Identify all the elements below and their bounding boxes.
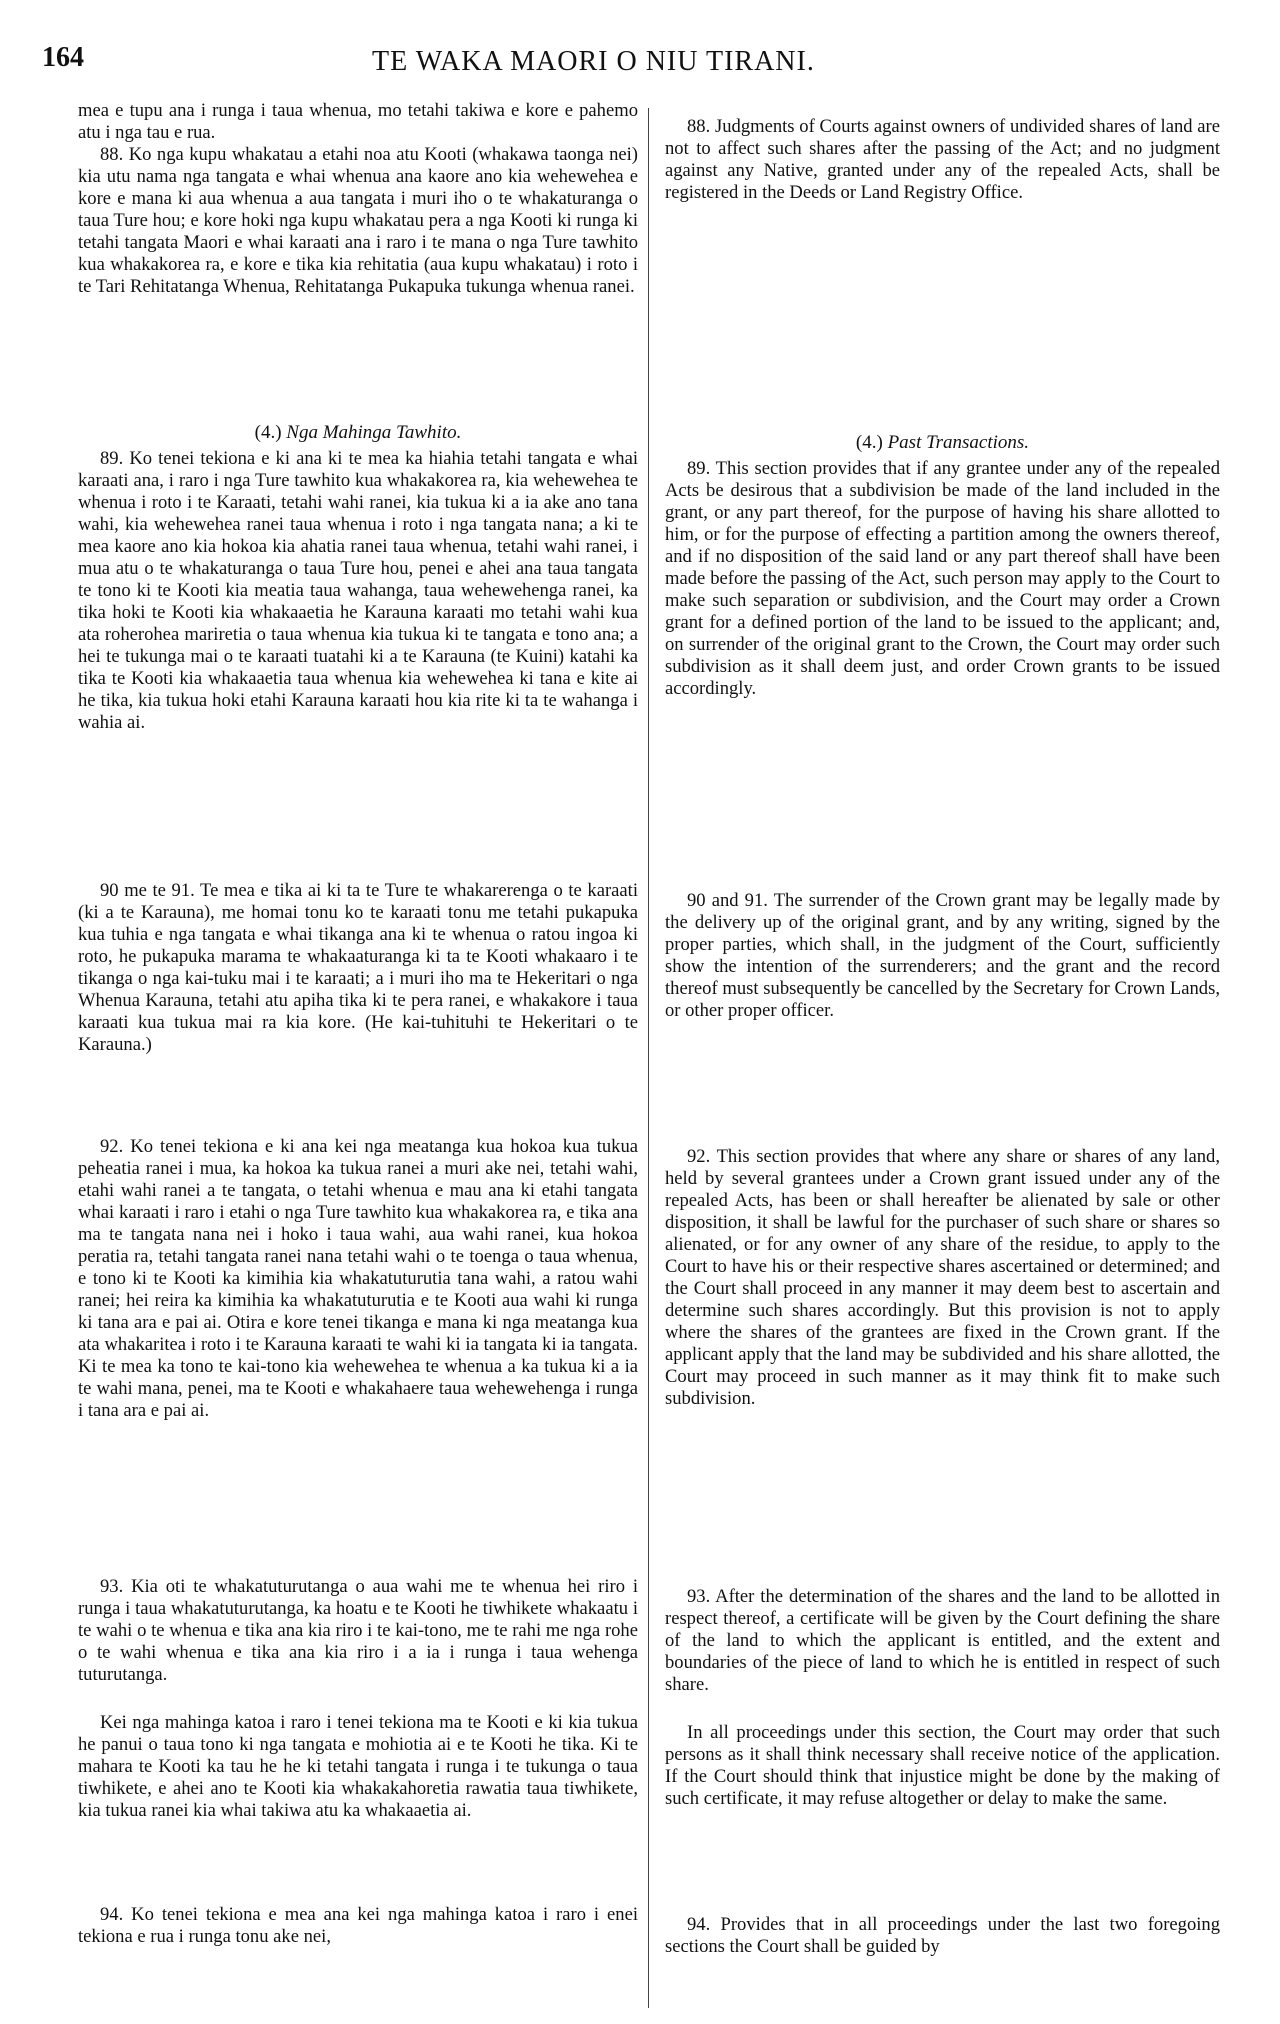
heading-number: (4.) <box>254 422 282 443</box>
english-paragraph: 88. Judgments of Courts against owners of undivided shares of land are not to affect such shares after the passing of the Act; and no judgment against any Native, granted under any of the repealed Acts, shall be registered in the Deeds or Land Registry Office. <box>665 116 1220 203</box>
maori-section-92 <box>78 1136 638 1422</box>
english-paragraph: 92. This section provides that where any share or shares of any land, held by several grantees under a Crown grant issued under any of the repealed Acts, has been or shall hereafter be alienated by sale or other disposition, it shall be lawful for the purchaser of such share or shares so alienated, or for any owner of any share of the residue, to apply to the Court to have his or their respective shares ascertained or determined; and the Court shall proceed in any manner it may deem best to ascertain and determine such shares accordingly. But this provision is not to apply where the shares of the grantees are fixed in the Crown grant. If the applicant apply that the land may be subdivided and his share allotted, the Court may proceed in such manner as it may think fit to make such subdivision. <box>665 1146 1220 1409</box>
english-section-93-notice <box>665 1722 1220 1810</box>
maori-section-94 <box>78 1904 638 1948</box>
maori-paragraph: 93. Kia oti te whakatuturutanga o aua wahi me te whenua hei riro i runga i taua whakatuturutanga, ka hoatu e te Kooti he tiwhikete whakaatu i te wahi o te whenua e tika ana kia riro i te kai-tono, me te rahi me nga rohe o te wahi whenua e tika ana kia riro i a ia i runga i taua wehenga tuturutanga. <box>78 1576 638 1685</box>
english-paragraph: 93. After the determination of the shares and the land to be allotted in respect thereof, a certificate will be given by the Court defining the share of the land to which the applicant is entitled, and the extent and boundaries of the piece of land to which he is entitled in respect of such share. <box>665 1586 1220 1695</box>
english-section-93 <box>665 1586 1220 1696</box>
maori-column <box>78 100 638 1994</box>
english-section-89 <box>665 458 1220 700</box>
maori-section-88 <box>78 144 638 298</box>
column-divider <box>648 108 649 2008</box>
maori-section-93-notice <box>78 1712 638 1822</box>
page-number: 164 <box>42 42 84 73</box>
english-paragraph: 90 and 91. The surrender of the Crown grant may be legally made by the delivery up of the original grant, and by any writing, signed by the proper parties, which shall, in the judgment of the Court, sufficiently show the intention of the surrenderers; and the grant and the record thereof must subsequently be cancelled by the Secretary for Crown Lands, or other proper officer. <box>665 890 1220 1021</box>
maori-section-93 <box>78 1576 638 1686</box>
maori-paragraph: 94. Ko tenei tekiona e mea ana kei nga mahinga katoa i raro i enei tekiona e rua i runga tonu ake nei, <box>78 1904 638 1947</box>
section-heading <box>665 432 1220 454</box>
english-paragraph: 89. This section provides that if any grantee under any of the repealed Acts be desirous that a subdivision be made of the land included in the grant, or any part thereof, for the purpose of having his share allotted to him, or for the purpose of effecting a partition among the owners thereof, and if no disposition of the said land or any part thereof shall have been made before the passing of the Act, such person may apply to the Court to make such separation or subdivision, and the Court may order a Crown grant for a defined portion of the land to be issued to the applicant; and, on surrender of the original grant to the Crown, the Court may order such subdivision as it shall deem just, and order Crown grants to be issued accordingly. <box>665 458 1220 699</box>
maori-paragraph: 92. Ko tenei tekiona e ki ana kei nga meatanga kua hokoa kua tukua peheatia ranei i mua, ka hokoa ka tukua ranei a muri ake nei, tetahi wahi, etahi wahi ranei a te tangata, o tetahi whenua e mau ana ki etahi tangata whai karaati i raro i etahi o nga Ture tawhito kua whakakorea ra, e tika ana ma te tangata nana nei i hoko i taua wahi, aua wahi ranei, kua hokoa peratia ra, tetahi tangata ranei nana tetahi wahi o te toenga o taua whenua, e tono ki te Kooti ka kimihia kia whakatuturutia tana wahi, a ratou wahi ranei; hei reira ka kimihia ka whakatuturutia e te Kooti aua wahi ki runga ki tana ara e pai ai. Otira e kore tenei tikanga e mana ki nga meatanga kua ata whakaritea i roto i te Karauna karaati te wahi ki ia tangata ki ia tangata. Ki te mea ka tono te kai-tono kia wehewehea te whenua a ka tukua ki a ia te wahi mana, penei, ma te Kooti e whakahaere taua wehewehenga i runga i tana ara e pai ai. <box>78 1136 638 1421</box>
english-section-88 <box>665 116 1220 204</box>
heading-title: Nga Mahinga Tawhito. <box>286 422 462 443</box>
english-section-92 <box>665 1146 1220 1410</box>
heading-title: Past Transactions. <box>887 432 1030 453</box>
page-header <box>42 42 1220 98</box>
english-column <box>665 100 1220 1994</box>
maori-continuation <box>78 100 638 144</box>
maori-paragraph: Kei nga mahinga katoa i raro i tenei tekiona ma te Kooti e ki kia tukua he panui o taua tono ki nga tangata e mohiotia ai e te Kooti he tika. Ki te mahara te Kooti ka tau he he ki tetahi tangata i runga i te tukunga o taua tiwhikete, e ahei ano te Kooti kia whakakahoretia rawatia taua tiwhikete, kia tukua ranei kia whai takiwa atu ka whakaaetia ai. <box>78 1712 638 1821</box>
maori-paragraph: 88. Ko nga kupu whakatau a etahi noa atu Kooti (whakawa taonga nei) kia utu nama nga tangata e whai whenua ana kaore ano kia wehewehea e kore e mana ki aua whenua a aua tangata i muri iho o te whakaturanga o taua Ture hou; e kore hoki nga kupu whakatau pera a nga Kooti ki runga ki tetahi tangata Maori e whai karaati ana i raro i te mana o nga Ture tawhito kua whakakorea ra, e kore e tika kia rehitatia (aua kupu whakatau) i roto i te Tari Rehitatanga Whenua, Rehitatanga Pukapuka tukunga whenua ranei. <box>78 144 638 297</box>
english-section-90-91 <box>665 890 1220 1022</box>
maori-heading-4 <box>78 422 638 446</box>
maori-section-90-91 <box>78 880 638 1056</box>
english-paragraph: 94. Provides that in all proceedings under the last two foregoing sections the Court shall be guided by <box>665 1914 1220 1957</box>
english-section-94 <box>665 1914 1220 1958</box>
maori-paragraph: mea e tupu ana i runga i taua whenua, mo tetahi takiwa e kore e pahemo atu i nga tau e rua. <box>78 100 638 143</box>
section-heading <box>78 422 638 444</box>
maori-section-89 <box>78 448 638 734</box>
english-paragraph: In all proceedings under this section, the Court may order that such persons as it shall think necessary shall receive notice of the application. If the Court should think that injustice might be done by the making of such certificate, it may refuse altogether or delay to make the same. <box>665 1722 1220 1809</box>
heading-number: (4.) <box>855 432 883 453</box>
maori-paragraph: 90 me te 91. Te mea e tika ai ki ta te Ture te whakarerenga o te karaati (ki a te Karauna), me homai tonu ko te karaati tonu me tetahi pukapuka kua tuhia e nga tangata e whai tikanga ana ki te whenua o ratou ingoa ki roto, he pukapuka marama te whakaaturanga ki ta te Kooti whakaaro i te tikanga o nga kai-tuku mai i te karaati; a i muri iho ma te Hekeritari o nga Whenua Karauna, tetahi atu apiha tika ki te pera ranei, e whakakore i taua karaati kua tukua mai ra kia kore. (He kai-tuhituhi te Hekeritari o te Karauna.) <box>78 880 638 1055</box>
english-heading-4 <box>665 432 1220 456</box>
running-title: TE WAKA MAORI O NIU TIRANI. <box>372 46 815 77</box>
maori-paragraph: 89. Ko tenei tekiona e ki ana ki te mea ka hiahia tetahi tangata e whai karaati ana, i raro i nga Ture tawhito kua whakakorea ra, kia wehewehea te whenua i roto i te Karaati, tetahi wahi ranei, kia tukua ki a ia ake ano tana wahi, kia wehewehea ranei taua whenua i roto i nga tangata nana; a ki te mea kaore ano kia hokoa kia ahatia ranei taua whenua, tetahi wahi ranei, i mua atu o te whakaturanga o taua Ture hou, penei e ahei ana taua tangata te tono ki te Kooti kia meatia taua wahanga, taua wehewehenga ranei, ka tika hoki te Kooti kia whakaaetia he Karauna karaati mo tetahi wahi kua ata roherohea mariretia o taua whenua kia tukua ki te tangata e tono ana; a hei te tukunga mai o te karaati tuatahi ki a te Karauna (te Kuini) katahi ka tika te Kooti kia whakaaetia taua whenua kia wehewehea ki tana e kite ai he tika, kia tukua hoki etahi Karauna karaati hou kia rite ki ta te wahanga i wahia ai. <box>78 448 638 733</box>
